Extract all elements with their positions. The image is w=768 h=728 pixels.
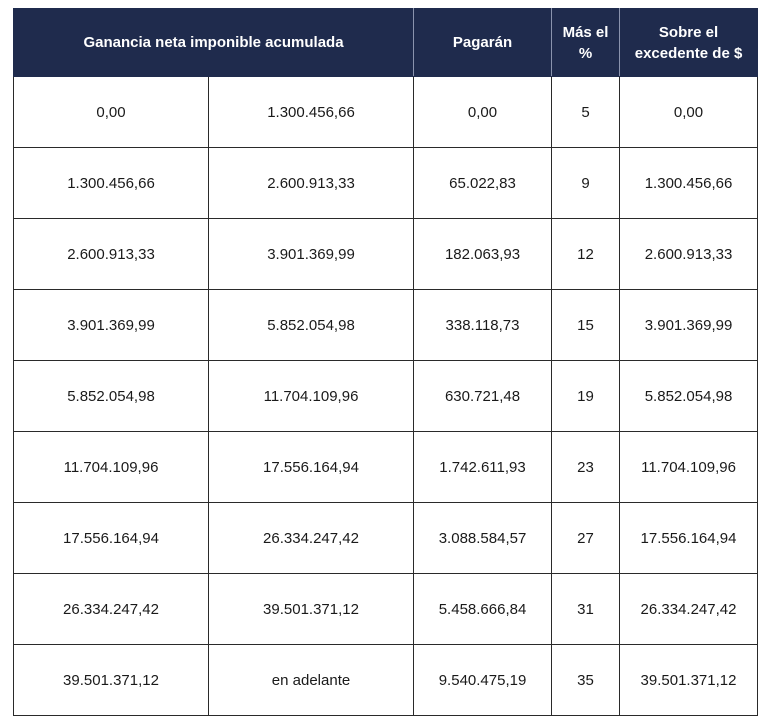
- cell-desde: 5.852.054,98: [14, 361, 209, 432]
- cell-pagaran: 338.118,73: [414, 290, 552, 361]
- table-row: [14, 503, 758, 574]
- cell-hasta: 3.901.369,99: [209, 219, 414, 290]
- cell-porcentaje: 35: [552, 645, 620, 716]
- cell-excedente: 3.901.369,99: [620, 290, 758, 361]
- cell-desde: 1.300.456,66: [14, 148, 209, 219]
- table-row: [14, 148, 758, 219]
- table-row: [14, 574, 758, 645]
- cell-pagaran: 0,00: [414, 77, 552, 148]
- cell-pagaran: 3.088.584,57: [414, 503, 552, 574]
- cell-pagaran: 9.540.475,19: [414, 645, 552, 716]
- cell-pagaran: 5.458.666,84: [414, 574, 552, 645]
- table-row: [14, 432, 758, 503]
- cell-desde: 26.334.247,42: [14, 574, 209, 645]
- cell-desde: 17.556.164,94: [14, 503, 209, 574]
- cell-porcentaje: 9: [552, 148, 620, 219]
- cell-hasta: 26.334.247,42: [209, 503, 414, 574]
- cell-porcentaje: 23: [552, 432, 620, 503]
- cell-hasta: en adelante: [209, 645, 414, 716]
- cell-porcentaje: 31: [552, 574, 620, 645]
- cell-hasta: 2.600.913,33: [209, 148, 414, 219]
- tax-bracket-table-container: [13, 8, 758, 716]
- table-row: [14, 290, 758, 361]
- table-row: [14, 645, 758, 716]
- cell-desde: 11.704.109,96: [14, 432, 209, 503]
- cell-porcentaje: 27: [552, 503, 620, 574]
- cell-porcentaje: 12: [552, 219, 620, 290]
- cell-hasta: 1.300.456,66: [209, 77, 414, 148]
- header-pagaran: Pagarán: [414, 9, 552, 77]
- table-body: [14, 77, 758, 716]
- cell-excedente: 11.704.109,96: [620, 432, 758, 503]
- table-row: [14, 77, 758, 148]
- cell-porcentaje: 19: [552, 361, 620, 432]
- cell-pagaran: 1.742.611,93: [414, 432, 552, 503]
- cell-excedente: 39.501.371,12: [620, 645, 758, 716]
- table-header: [14, 9, 758, 77]
- cell-hasta: 11.704.109,96: [209, 361, 414, 432]
- cell-desde: 0,00: [14, 77, 209, 148]
- cell-pagaran: 630.721,48: [414, 361, 552, 432]
- cell-porcentaje: 15: [552, 290, 620, 361]
- table-row: [14, 361, 758, 432]
- cell-excedente: 0,00: [620, 77, 758, 148]
- cell-excedente: 17.556.164,94: [620, 503, 758, 574]
- header-row: [14, 9, 758, 77]
- cell-hasta: 5.852.054,98: [209, 290, 414, 361]
- cell-pagaran: 182.063,93: [414, 219, 552, 290]
- table-row: [14, 219, 758, 290]
- header-ganancia-neta: Ganancia neta imponible acumulada: [14, 9, 414, 77]
- header-sobre-el-excedente: Sobre el excedente de $: [620, 9, 758, 77]
- tax-bracket-table: [13, 8, 758, 716]
- cell-desde: 39.501.371,12: [14, 645, 209, 716]
- cell-porcentaje: 5: [552, 77, 620, 148]
- cell-excedente: 1.300.456,66: [620, 148, 758, 219]
- header-mas-el-porcentaje: Más el %: [552, 9, 620, 77]
- cell-desde: 3.901.369,99: [14, 290, 209, 361]
- cell-excedente: 2.600.913,33: [620, 219, 758, 290]
- cell-desde: 2.600.913,33: [14, 219, 209, 290]
- cell-excedente: 5.852.054,98: [620, 361, 758, 432]
- cell-pagaran: 65.022,83: [414, 148, 552, 219]
- cell-excedente: 26.334.247,42: [620, 574, 758, 645]
- cell-hasta: 39.501.371,12: [209, 574, 414, 645]
- cell-hasta: 17.556.164,94: [209, 432, 414, 503]
